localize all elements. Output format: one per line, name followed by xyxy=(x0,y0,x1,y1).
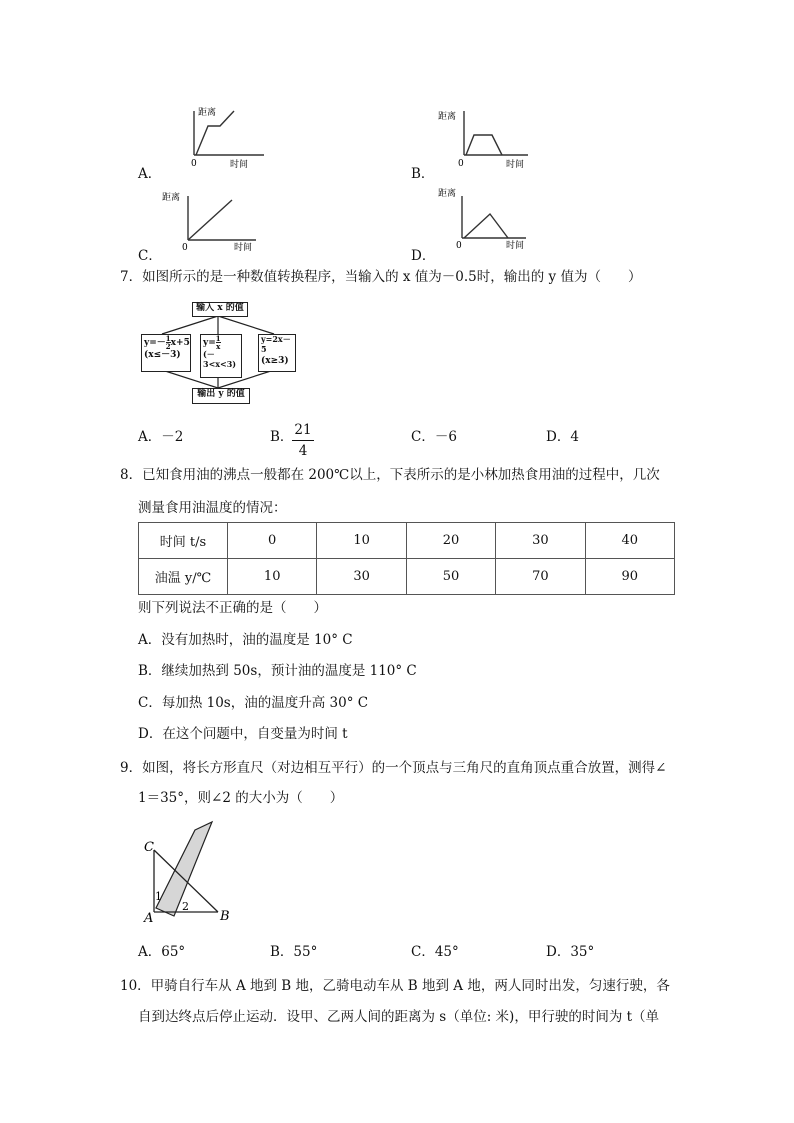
q10-line1: 10．甲骑自行车从 A 地到 B 地，乙骑电动车从 B 地到 A 地，两人同时出发，匀速行驶，各 xyxy=(120,978,670,994)
flow-right-box: y=2x－5 (x≥3) xyxy=(258,334,296,372)
q8-stem-line2: 测量食用油温度的情况： xyxy=(138,500,287,516)
y-axis-label: 距离 xyxy=(162,193,181,203)
graph-line xyxy=(464,214,508,238)
q9-option-a: A．65° xyxy=(138,944,186,960)
x-axis-label: 时间 xyxy=(506,241,525,251)
q8-question: 则下列说法不正确的是（ ） xyxy=(138,600,327,616)
q7-flowchart xyxy=(140,298,296,410)
graph-b xyxy=(432,103,532,171)
vertex-c-label: C xyxy=(144,840,154,855)
angle-1-label: 1 xyxy=(155,890,162,903)
q7-option-a: A．－2 xyxy=(138,429,184,445)
x-axis-label: 时间 xyxy=(230,160,249,170)
table-cell: 10 xyxy=(317,523,406,559)
table-row xyxy=(139,559,675,595)
flow-left-box: y=－ $\frac{1}{2}$ x+5 (x≤－3) xyxy=(141,334,191,372)
q7-option-b-label: B． xyxy=(270,429,294,445)
q7-option-c: C．－6 xyxy=(411,429,457,445)
q8-option-d: D．在这个问题中，自变量为时间 t xyxy=(138,726,348,742)
q9-option-b: B．55° xyxy=(270,944,318,960)
table-cell: 50 xyxy=(406,559,495,595)
q9-stem-line2: 1＝35°，则∠2 的大小为（ ） xyxy=(138,790,344,806)
q7-option-b-fraction xyxy=(292,422,314,459)
q8-data-table xyxy=(138,522,675,595)
table-cell: 0 xyxy=(228,523,317,559)
table-cell: 30 xyxy=(317,559,406,595)
vertex-a-label: A xyxy=(144,911,154,926)
table-cell: 90 xyxy=(585,559,674,595)
x-axis-label: 时间 xyxy=(234,243,253,253)
q8-stem-line1: 8．已知食用油的沸点一般都在 200℃以上，下表所示的是小林加热食用油的过程中，几次 xyxy=(120,467,660,483)
option-label: B． xyxy=(411,166,435,182)
y-axis-label: 距离 xyxy=(438,189,457,199)
flow-output-box: 输出 y 的值 xyxy=(192,388,250,404)
table-cell: 70 xyxy=(496,559,585,595)
q9-stem-line1: 9．如图，将长方形直尺（对边相互平行）的一个顶点与三角尺的直角顶点重合放置，测得∠ xyxy=(120,760,667,776)
table-header-cell: 时间 t/s xyxy=(139,523,228,559)
flow-input-box: 输入 x 的值 xyxy=(192,302,248,317)
q7-option-d: D．4 xyxy=(546,429,579,445)
option-label: C． xyxy=(138,248,162,264)
origin-label: 0 xyxy=(182,243,188,253)
q9-option-d: D．35° xyxy=(546,944,595,960)
graph-d xyxy=(432,184,532,252)
q9-figure xyxy=(140,818,240,928)
y-axis-label: 距离 xyxy=(198,108,217,118)
q7-stem: 7．如图所示的是一种数值转换程序，当输入的 x 值为－0.5时，输出的 y 值为（ ） xyxy=(120,269,642,285)
graph-a xyxy=(188,103,268,171)
table-cell: 40 xyxy=(585,523,674,559)
table-cell: 20 xyxy=(406,523,495,559)
graph-line xyxy=(466,135,502,155)
q8-option-c: C．每加热 10s，油的温度升高 30° C xyxy=(138,695,369,711)
origin-label: 0 xyxy=(191,159,197,169)
option-label: A． xyxy=(138,166,162,182)
table-header-cell: 油温 y/℃ xyxy=(139,559,228,595)
graph-c xyxy=(162,188,262,254)
x-axis-label: 时间 xyxy=(506,160,525,170)
origin-label: 0 xyxy=(458,159,464,169)
y-axis-label: 距离 xyxy=(438,112,457,122)
origin-label: 0 xyxy=(456,241,462,251)
fraction-numerator: 21 xyxy=(294,422,312,438)
q10-line2: 自到达终点后停止运动．设甲、乙两人间的距离为 s（单位: 米)，甲行驶的时间为 t（单 xyxy=(138,1009,660,1025)
flow-middle-box: y= $\frac{1}{x}$ (－3<x<3) xyxy=(200,334,242,378)
option-label: D． xyxy=(411,248,436,264)
q9-option-c: C．45° xyxy=(411,944,459,960)
table-row xyxy=(139,523,675,559)
angle-2-label: 2 xyxy=(182,900,189,913)
table-cell: 30 xyxy=(496,523,585,559)
vertex-b-label: B xyxy=(220,909,230,924)
q8-option-a: A．没有加热时，油的温度是 10° C xyxy=(138,632,353,648)
fraction-denominator: 4 xyxy=(298,443,308,459)
q8-option-b: B．继续加热到 50s，预计油的温度是 110° C xyxy=(138,663,417,679)
table-cell: 10 xyxy=(228,559,317,595)
graph-line xyxy=(188,200,232,240)
